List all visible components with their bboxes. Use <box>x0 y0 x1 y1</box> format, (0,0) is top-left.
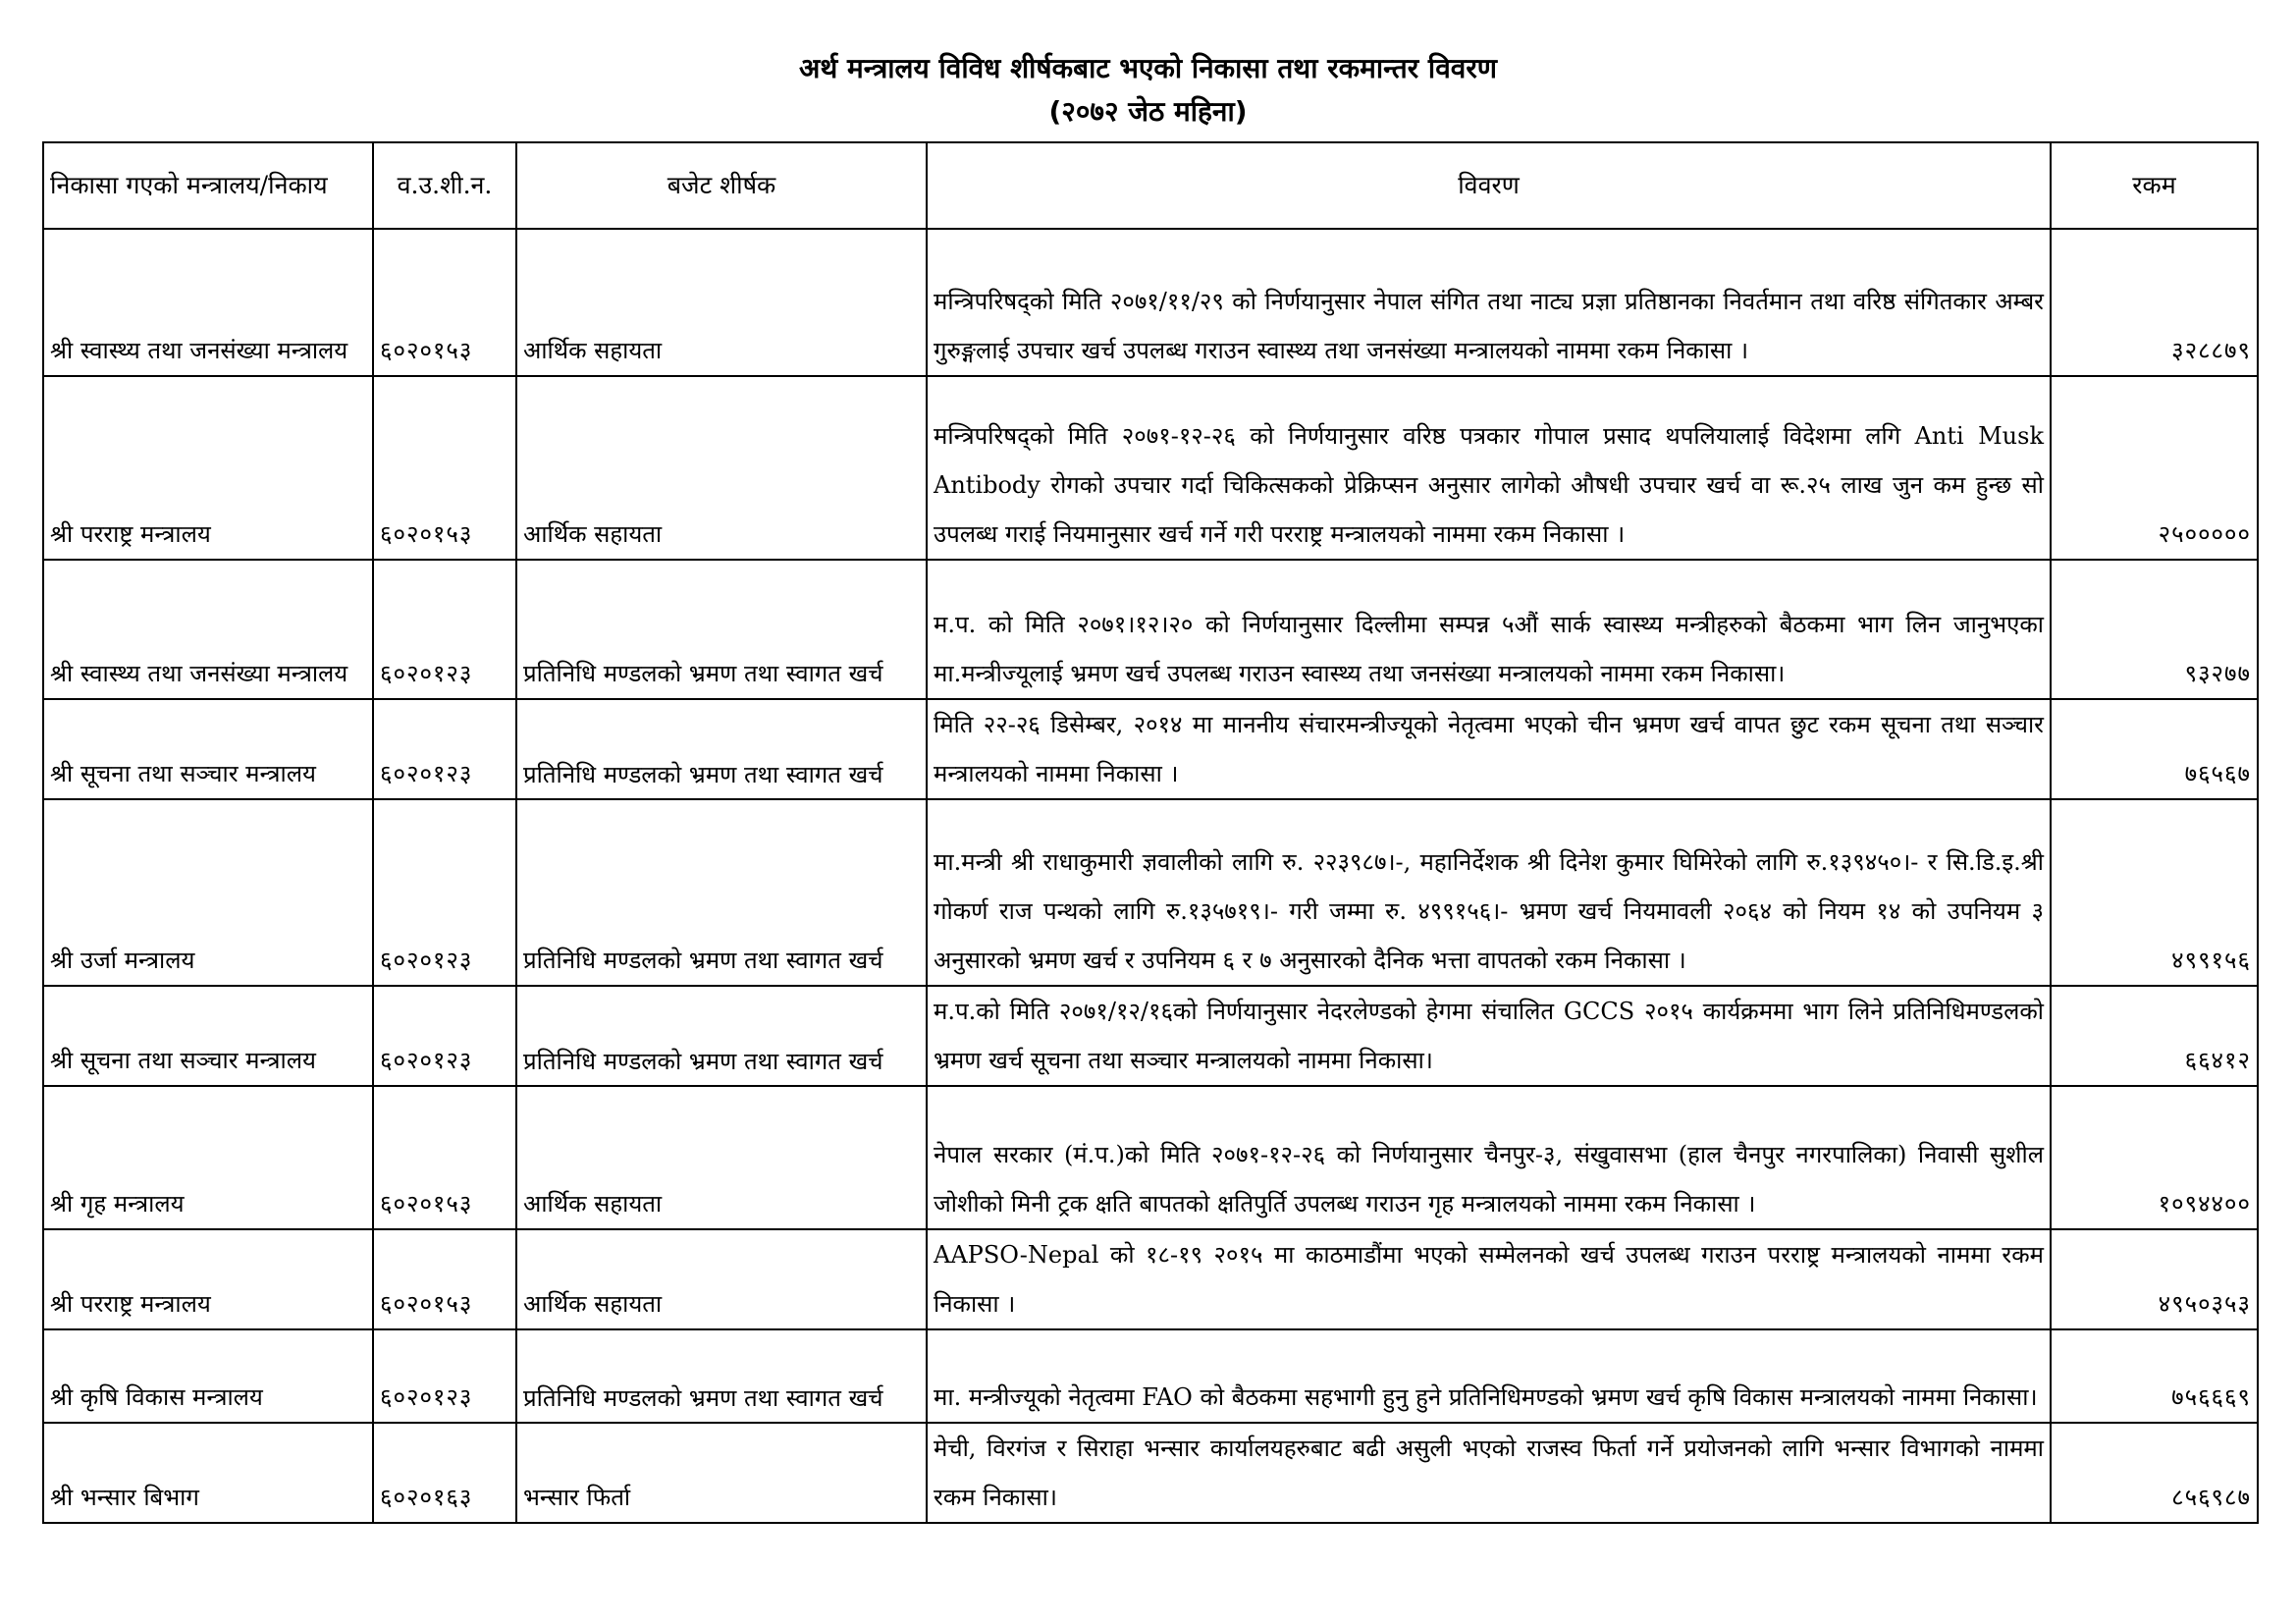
cell-code: ६०२०१५३ <box>373 229 516 376</box>
cell-code: ६०२०१५३ <box>373 376 516 560</box>
cell-code: ६०२०१२३ <box>373 560 516 699</box>
cell-code: ६०२०१२३ <box>373 986 516 1086</box>
cell-office: श्री परराष्ट्र मन्त्रालय <box>43 1229 373 1329</box>
cell-office: श्री परराष्ट्र मन्त्रालय <box>43 376 373 560</box>
cell-office: श्री कृषि विकास मन्त्रालय <box>43 1329 373 1423</box>
cell-office: श्री गृह मन्त्रालय <box>43 1086 373 1229</box>
cell-amount: ४९९१५६ <box>2051 799 2258 986</box>
cell-description: मा.मन्त्री श्री राधाकुमारी ज्ञवालीको लागि रु. २२३९८७।-, महानिर्देशक श्री दिनेश कुमार घिमिरेको लागि रु.१३९४५०।- र सि.डि.इ.श्री गोकर्ण राज पन्थको लागि रु.१३५७१९।- गरी जम्मा रु. ४९९१५६।- भ्रमण खर्च नियमावली २०६४ को नियम १४ को उपनियम ३ अनुसारको भ्रमण खर्च र उपनियम ६ र ७ अनुसारको दैनिक भत्ता वापतको रकम निकासा । <box>927 799 2051 986</box>
cell-description: मेची, विरगंज र सिराहा भन्सार कार्यालयहरुबाट बढी असुली भएको राजस्व फिर्ता गर्ने प्रयोजनको लागि भन्सार विभागको नाममा रकम निकासा। <box>927 1423 2051 1523</box>
cell-amount: ६६४१२ <box>2051 986 2258 1086</box>
cell-budget-head: आर्थिक सहायता <box>516 1229 927 1329</box>
cell-description: AAPSO-Nepal को १८-१९ २०१५ मा काठमाडौंमा भएको सम्मेलनको खर्च उपलब्ध गराउन परराष्ट्र मन्त्रालयको नाममा रकम निकासा । <box>927 1229 2051 1329</box>
header-budget-head: बजेट शीर्षक <box>516 142 927 229</box>
cell-amount: २५००००० <box>2051 376 2258 560</box>
cell-description: मन्त्रिपरिषद्को मिति २०७१/११/२९ को निर्णयानुसार नेपाल संगित तथा नाट्य प्रज्ञा प्रतिष्ठानका निवर्तमान तथा वरिष्ठ संगितकार अम्बर गुरुङ्गलाई उपचार खर्च उपलब्ध गराउन स्वास्थ्य तथा जनसंख्या मन्त्रालयको नाममा रकम निकासा । <box>927 229 2051 376</box>
cell-amount: ७६५६७ <box>2051 699 2258 799</box>
cell-description: मिति २२-२६ डिसेम्बर, २०१४ मा माननीय संचारमन्त्रीज्यूको नेतृत्वमा भएको चीन भ्रमण खर्च वापत छुट रकम सूचना तथा सञ्चार मन्त्रालयको नाममा निकासा । <box>927 699 2051 799</box>
document-title: अर्थ मन्त्रालय विविध शीर्षकबाट भएको निकासा तथा रकमान्तर विवरण <box>798 52 1498 84</box>
table-row <box>43 799 2258 986</box>
cell-code: ६०२०१२३ <box>373 699 516 799</box>
table-row <box>43 229 2258 376</box>
table-row <box>43 1329 2258 1423</box>
table-row <box>43 1229 2258 1329</box>
table-row <box>43 376 2258 560</box>
header-amount: रकम <box>2051 142 2258 229</box>
cell-office: श्री स्वास्थ्य तथा जनसंख्या मन्त्रालय <box>43 229 373 376</box>
cell-description: मन्त्रिपरिषद्को मिति २०७१-१२-२६ को निर्णयानुसार वरिष्ठ पत्रकार गोपाल प्रसाद थपलियालाई विदेशमा लगि Anti Musk Antibody रोगको उपचार गर्दा चिकित्सकको प्रेक्रिप्सन अनुसार लागेको औषधी उपचार खर्च वा रू.२५ लाख जुन कम हुन्छ सो उपलब्ध गराई नियमानुसार खर्च गर्ने गरी परराष्ट्र मन्त्रालयको नाममा रकम निकासा । <box>927 376 2051 560</box>
table-row <box>43 1086 2258 1229</box>
header-code: व.उ.शी.न. <box>373 142 516 229</box>
cell-description: नेपाल सरकार (मं.प.)को मिति २०७१-१२-२६ को निर्णयानुसार चैनपुर-३, संखुवासभा (हाल चैनपुर नगरपालिका) निवासी सुशील जोशीको मिनी ट्रक क्षति बापतको क्षतिपुर्ति उपलब्ध गराउन गृह मन्त्रालयको नाममा रकम निकासा । <box>927 1086 2051 1229</box>
cell-budget-head: आर्थिक सहायता <box>516 229 927 376</box>
cell-budget-head: प्रतिनिधि मण्डलको भ्रमण तथा स्वागत खर्च <box>516 560 927 699</box>
cell-office: श्री भन्सार बिभाग <box>43 1423 373 1523</box>
cell-budget-head: प्रतिनिधि मण्डलको भ्रमण तथा स्वागत खर्च <box>516 799 927 986</box>
cell-office: श्री सूचना तथा सञ्चार मन्त्रालय <box>43 699 373 799</box>
document-subtitle: (२०७२ जेठ महिना) <box>1048 95 1248 128</box>
cell-code: ६०२०१२३ <box>373 1329 516 1423</box>
cell-code: ६०२०१५३ <box>373 1229 516 1329</box>
header-description: विवरण <box>927 142 2051 229</box>
cell-office: श्री उर्जा मन्त्रालय <box>43 799 373 986</box>
cell-budget-head: प्रतिनिधि मण्डलको भ्रमण तथा स्वागत खर्च <box>516 1329 927 1423</box>
cell-amount: ३२८८७९ <box>2051 229 2258 376</box>
cell-office: श्री सूचना तथा सञ्चार मन्त्रालय <box>43 986 373 1086</box>
cell-amount: १०९४४०० <box>2051 1086 2258 1229</box>
cell-description: म.प. को मिति २०७१।१२।२० को निर्णयानुसार दिल्लीमा सम्पन्न ५औं सार्क स्वास्थ्य मन्त्रीहरुको बैठकमा भाग लिन जानुभएका मा.मन्त्रीज्यूलाई भ्रमण खर्च उपलब्ध गराउन स्वास्थ्य तथा जनसंख्या मन्त्रालयको नाममा रकम निकासा। <box>927 560 2051 699</box>
cell-amount: ९३२७७ <box>2051 560 2258 699</box>
table-row <box>43 1423 2258 1523</box>
cell-budget-head: प्रतिनिधि मण्डलको भ्रमण तथा स्वागत खर्च <box>516 699 927 799</box>
cell-description: म.प.को मिति २०७१/१२/१६को निर्णयानुसार नेदरलेण्डको हेगमा संचालित GCCS २०१५ कार्यक्रममा भाग लिने प्रतिनिधिमण्डलको भ्रमण खर्च सूचना तथा सञ्चार मन्त्रालयको नाममा निकासा। <box>927 986 2051 1086</box>
cell-budget-head: आर्थिक सहायता <box>516 1086 927 1229</box>
cell-budget-head: प्रतिनिधि मण्डलको भ्रमण तथा स्वागत खर्च <box>516 986 927 1086</box>
disbursement-table <box>42 141 2259 1524</box>
cell-amount: ४९५०३५३ <box>2051 1229 2258 1329</box>
table-header-row <box>43 142 2258 229</box>
cell-budget-head: आर्थिक सहायता <box>516 376 927 560</box>
cell-amount: ७५६६६९ <box>2051 1329 2258 1423</box>
cell-code: ६०२०१५३ <box>373 1086 516 1229</box>
table-row <box>43 560 2258 699</box>
cell-budget-head: भन्सार फिर्ता <box>516 1423 927 1523</box>
cell-description: मा. मन्त्रीज्यूको नेतृत्वमा FAO को बैठकमा सहभागी हुनु हुने प्रतिनिधिमण्डको भ्रमण खर्च कृषि विकास मन्त्रालयको नाममा निकासा। <box>927 1329 2051 1423</box>
cell-amount: ८५६९८७ <box>2051 1423 2258 1523</box>
cell-code: ६०२०१२३ <box>373 799 516 986</box>
cell-office: श्री स्वास्थ्य तथा जनसंख्या मन्त्रालय <box>43 560 373 699</box>
table-row <box>43 699 2258 799</box>
header-office: निकासा गएको मन्त्रालय/निकाय <box>43 142 373 229</box>
table-row <box>43 986 2258 1086</box>
cell-code: ६०२०१६३ <box>373 1423 516 1523</box>
